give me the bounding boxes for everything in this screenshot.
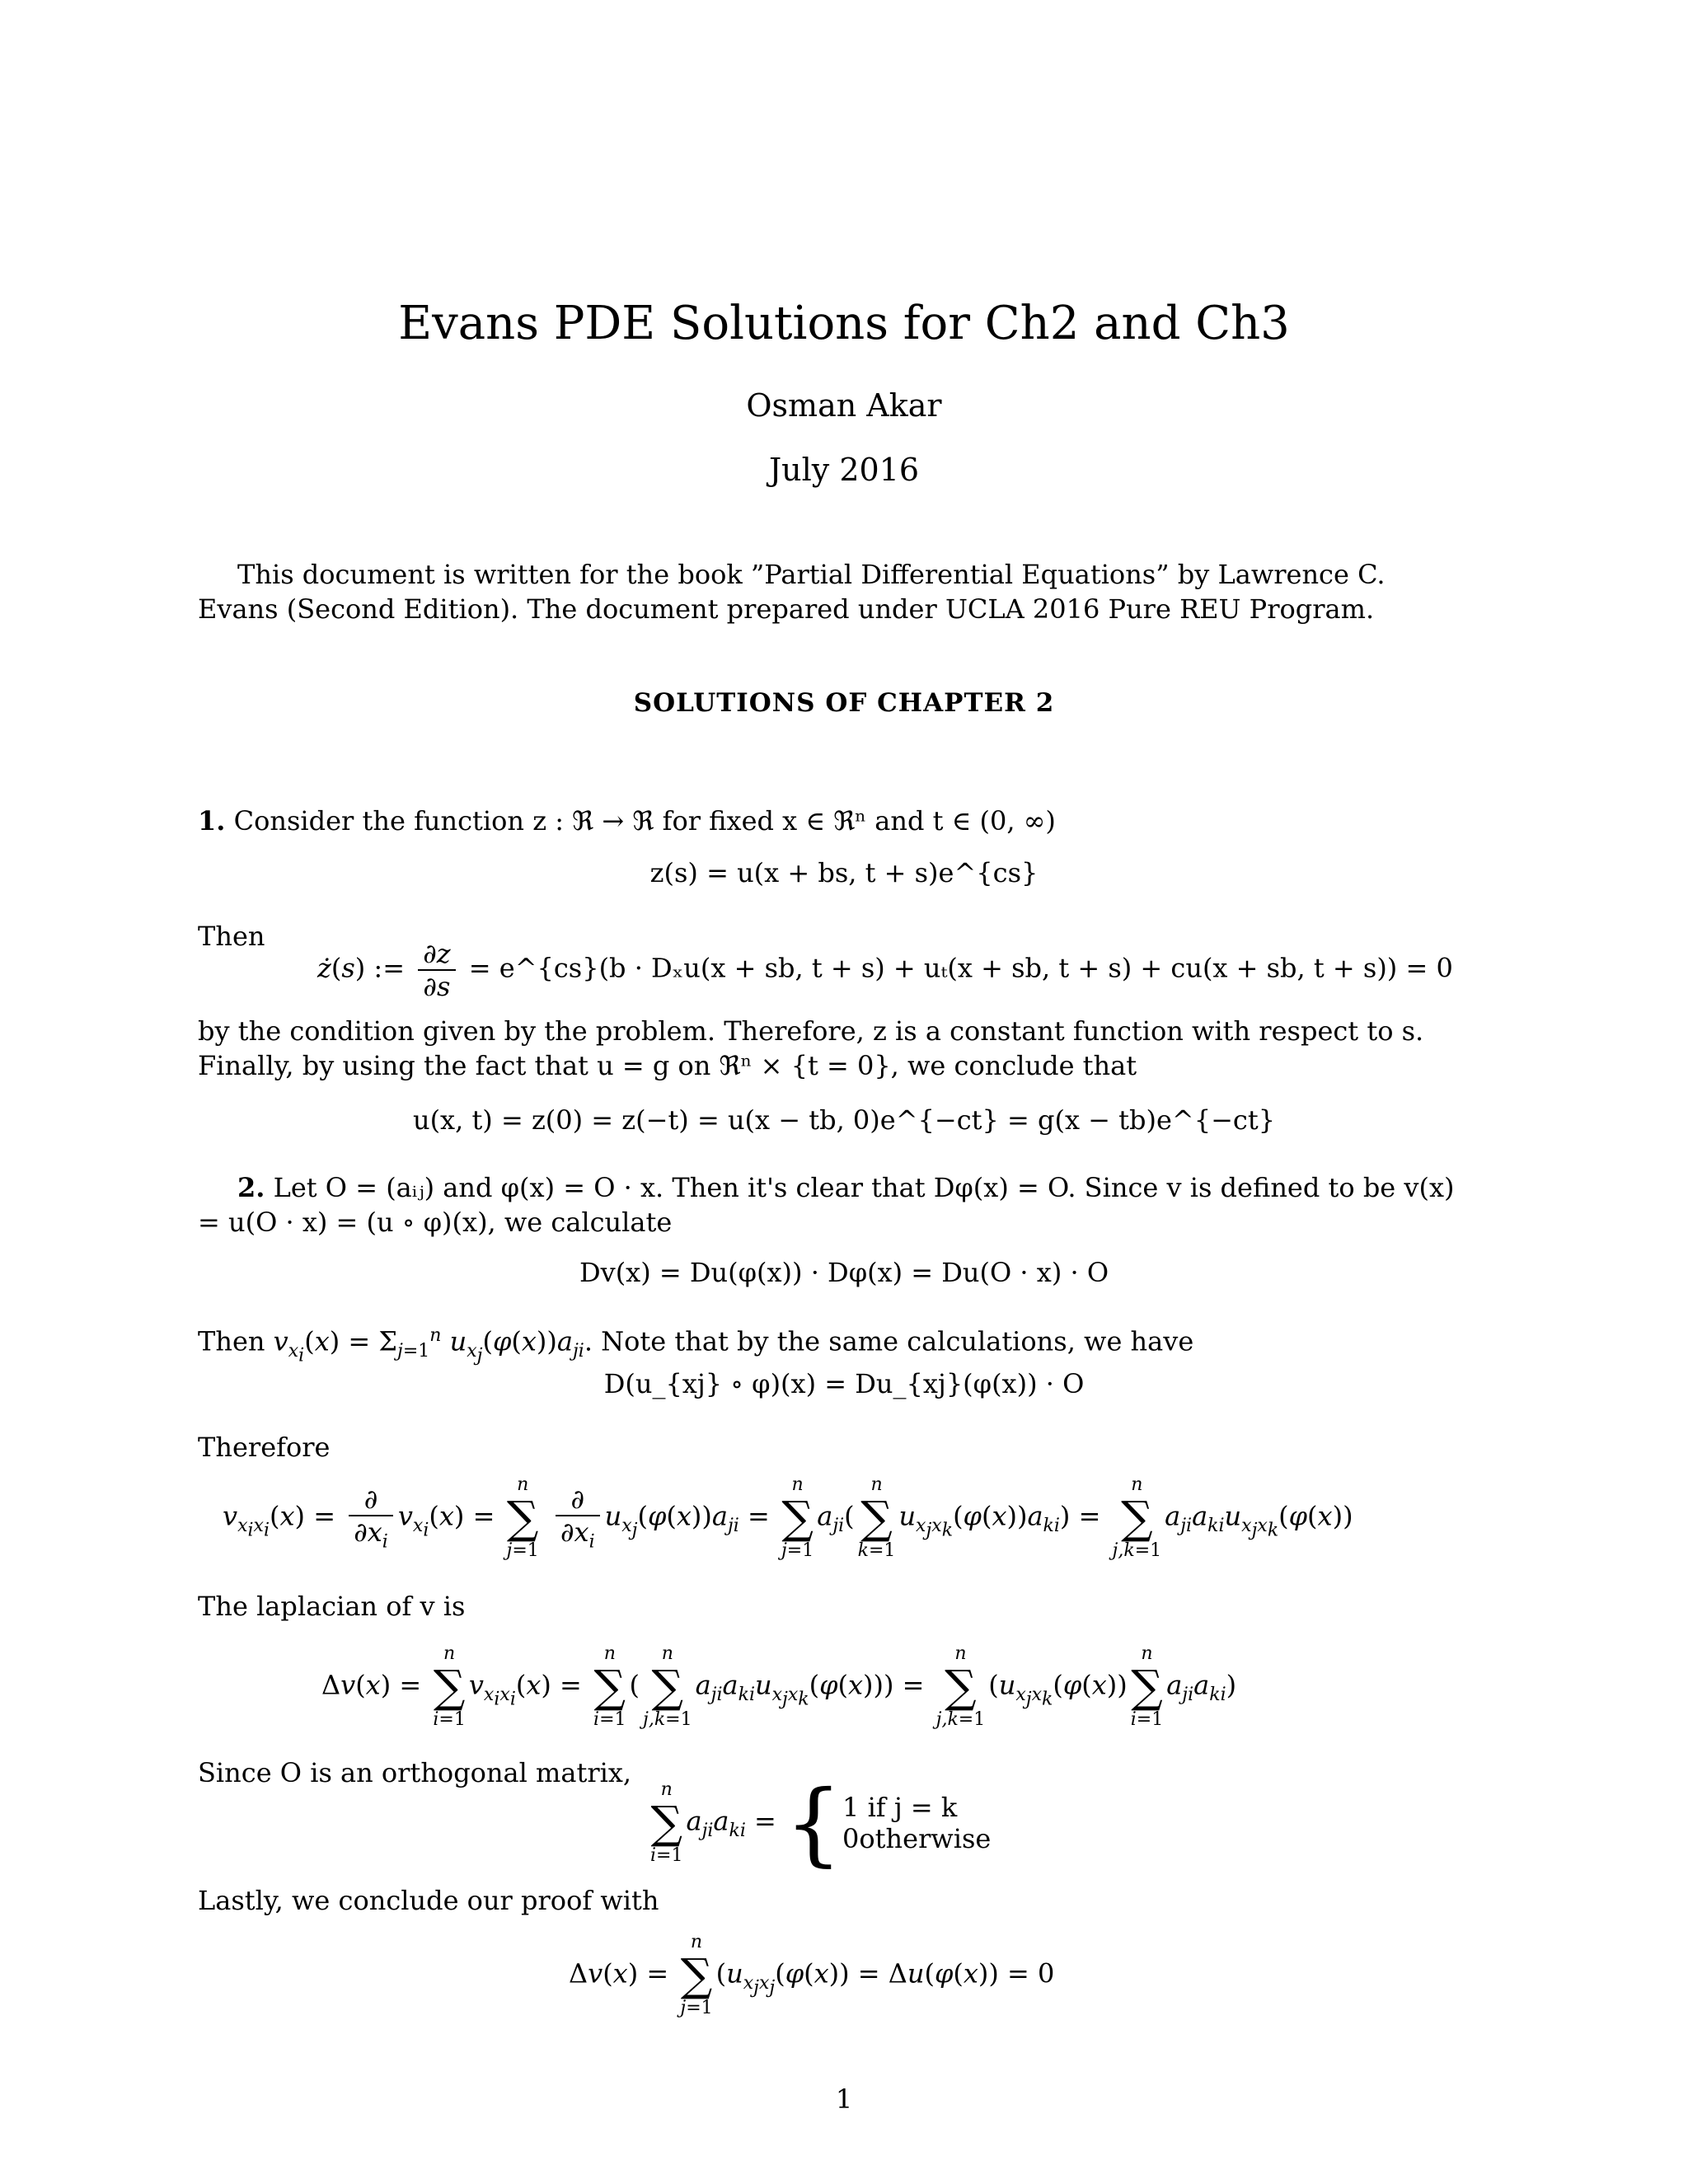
equation-z-def-text: z(s) = u(x + bs, t + s)e^{cs}: [649, 857, 1039, 888]
equation-laplacian-v: Δv(x) = n ∑ i=1 $v_{x_ix_i}(x)$ = n ∑ i=1 ( n ∑ j,k=1 $a_{ji}a_{ki}u_{x_jx_k}(\varphi(x))$) = n ∑ j,k=1 ($u_{x_jx_k}(\varphi(x))$ n ∑ i=1 $a_{ji}a_{ki}$): [321, 1643, 1237, 1730]
lastly-text: Lastly, we conclude our proof with: [198, 1885, 659, 1916]
problem-2-intro: [198, 1170, 1484, 1240]
problem-2-intro-text: Let O = (aᵢⱼ) and φ(x) = O · x. Then it's clear that Dφ(x) = O. Since v is defined to be v(x) = u(O · x) = (u ∘ φ)(x), we calculate: [198, 1172, 1455, 1238]
therefore-label: Therefore: [198, 1432, 331, 1463]
publication-date: July 2016: [768, 452, 920, 488]
then-label: Then: [198, 921, 265, 952]
orthogonal-text: Since O is an orthogonal matrix,: [198, 1757, 632, 1788]
equation-u-solution-text: u(x, t) = z(0) = z(−t) = u(x − tb, 0)e^{−ct} = g(x − tb)e^{−ct}: [412, 1104, 1276, 1136]
fraction-dz-ds: $\frac{\partial z}{\partial s}$: [418, 938, 455, 1002]
case-equal: 1 if j = k: [842, 1792, 958, 1823]
equation-u-solution: [0, 1104, 1688, 1136]
problem-1-conclusion-text: by the condition given by the problem. Therefore, z is a constant function with respect to s. Finally, by using the fact that u = g on ℜⁿ × {t = 0}, we conclude that: [198, 1015, 1424, 1081]
equation-z-def: [0, 857, 1688, 888]
problem-1-number: 1.: [198, 805, 226, 837]
paper-title: Evans PDE Solutions for Ch2 and Ch3: [398, 297, 1290, 350]
equation-d-u-xj-text: D(u_{xj} ∘ φ)(x) = Du_{xj}(φ(x)) · O: [603, 1368, 1085, 1399]
equation-d-u-xj: [0, 1368, 1688, 1399]
abstract-text: This document is written for the book ”Partial Differential Equations” by Lawrence C. Evans (Second Edition). The document prepared under UCLA 2016 Pure REU Program.: [198, 559, 1386, 625]
equation-final: Δv(x) = n ∑ j=1 ($u_{x_jx_j}(\varphi(x)) = \Delta u(\varphi(x)) = 0$: [569, 1932, 1055, 2018]
section-heading: SOLUTIONS OF CHAPTER 2: [633, 688, 1055, 718]
equation-z-derivative-rhs: = e^{cs}(b · Dₓu(x + sb, t + s) + uₜ(x + sb, t + s) + cu(x + sb, t + s)) = 0: [468, 952, 1453, 984]
problem-1-intro-text: Consider the function z : ℜ → ℜ for fixed x ∈ ℜⁿ and t ∈ (0, ∞): [233, 805, 1056, 837]
case-otherwise: 0otherwise: [842, 1823, 992, 1854]
problem-2-then-line: Then $v_{x_i}(x) = \Sigma_{j=1}^n$ $u_{x_j}(\varphi(x))a_{ji}$. Note that by the same calculations, we have: [198, 1325, 1194, 1366]
page-number: 1: [835, 2083, 853, 2115]
author-name: Osman Akar: [746, 387, 942, 424]
laplacian-intro-text: The laplacian of v is: [198, 1591, 466, 1622]
equation-dv-text: Dv(x) = Du(φ(x)) · Dφ(x) = Du(O · x) · O: [579, 1257, 1109, 1288]
note-text: . Note that by the same calculations, we have: [584, 1325, 1194, 1357]
problem-1-intro: [198, 804, 1484, 838]
equation-dv: [0, 1257, 1688, 1288]
equation-z-derivative: ż(s) := $\frac{\partial z}{\partial s}$ = e^{cs}(b · Dₓu(x + sb, t + s) + uₜ(x + sb, t + s) + cu(x + sb, t + s)) = 0: [317, 938, 1453, 1002]
equation-orthogonal-sum: n ∑ i=1 $a_{ji}a_{ki}$ = { 1 if j = k 0otherwise: [650, 1770, 992, 1876]
problem-2-number: 2.: [237, 1172, 265, 1203]
then-text: Then: [198, 1325, 265, 1357]
equation-v-second-derivative: $v_{x_ix_i}(x)$ = $\frac{\partial}{\partial x_i}$ $v_{x_i}(x)$ = n ∑ j=1 $\frac{\partial}{\partial x_i}$ $u_{x_j}(\varphi(x))a_{ji}$ = n ∑ j=1 $a_{ji}$( n ∑ k=1 $u_{x_jx_k}(\varphi(x))a_{ki}$) = n ∑ j,k=1 $a_{ji}a_{ki}u_{x_jx_k}(\varphi(x))$: [223, 1474, 1353, 1561]
